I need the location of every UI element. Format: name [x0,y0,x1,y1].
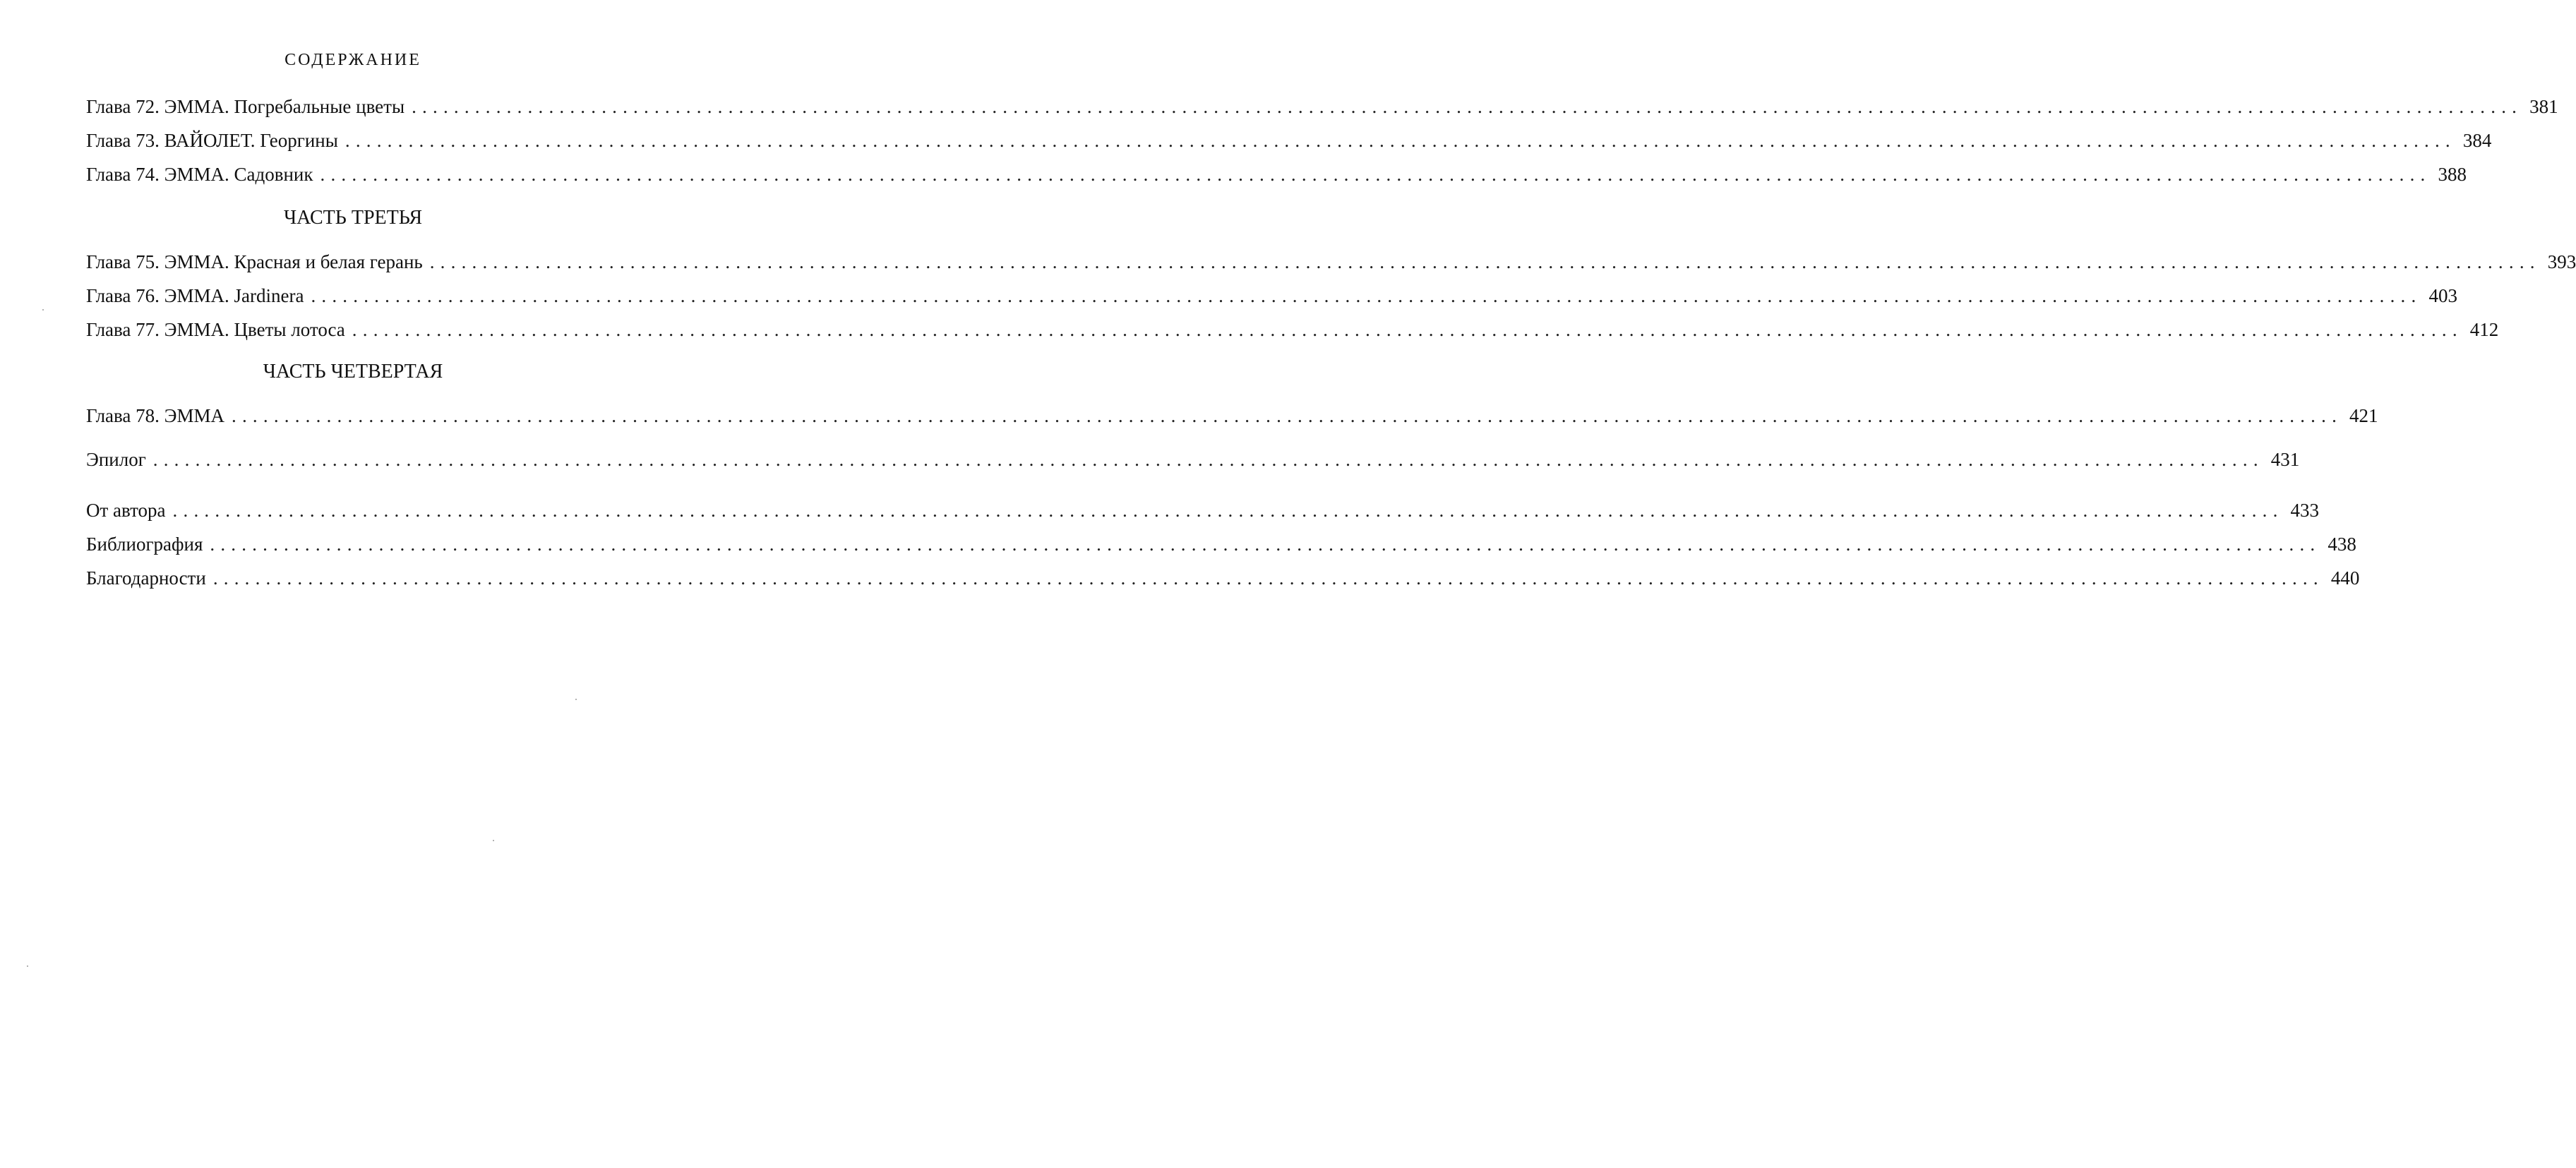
toc-entry-page: 433 [2284,498,2320,522]
leader-dots: ........................................................................................................................................................................................................ [412,96,2523,117]
toc-entry-title: Глава 77. ЭММА. Цветы лотоса [86,318,352,342]
toc-entry[interactable] [86,522,2356,556]
toc-entry-page: 421 [2342,404,2378,428]
leader-dots: ........................................................................................................................................................................................................ [311,285,2422,306]
toc-entry-title: Глава 73. ВАЙОЛЕТ. Георгины [86,128,345,152]
leader-dots: ........................................................................................................................................................................................................ [212,567,2324,589]
toc-group [86,240,2576,342]
toc-group [86,394,2378,428]
part-heading: ЧАСТЬ ТРЕТЬЯ [283,207,423,229]
toc-entry-page: 403 [2421,284,2457,308]
toc-group [86,85,2558,186]
toc-entry-title: Глава 78. ЭММА [86,404,232,428]
toc-entry-title: Глава 74. ЭММА. Садовник [86,162,320,186]
toc-entry-page: 412 [2463,318,2499,342]
scan-speck [27,965,28,967]
toc-group [86,488,2360,590]
toc-entry-page: 388 [2431,162,2467,186]
leader-dots: ........................................................................................................................................................................................................ [232,405,2343,426]
part-heading: ЧАСТЬ ЧЕТВЕРТАЯ [263,361,443,383]
toc-entry-page: 431 [2264,447,2300,471]
toc-entry[interactable] [86,85,2558,119]
toc-entry[interactable] [86,308,2499,342]
toc-entry[interactable] [86,119,2492,152]
toc-group [86,438,2300,471]
toc-entry[interactable] [86,394,2378,428]
toc-entry[interactable] [86,152,2467,186]
leader-dots: ........................................................................................................................................................................................................ [345,130,2456,151]
toc-entry[interactable] [86,556,2360,590]
scan-speck [575,699,577,700]
toc-entry-title: Глава 72. ЭММА. Погребальные цветы [86,95,412,119]
toc-entry-title: Библиография [86,532,210,556]
toc-entry[interactable] [86,240,2576,274]
toc-entry-page: 438 [2320,532,2356,556]
leader-dots: ........................................................................................................................................................................................................ [352,319,2463,340]
scan-speck [42,309,44,311]
leader-dots: ........................................................................................................................................................................................................ [172,500,2284,521]
toc-entry-title: Глава 76. ЭММА. Jardinera [86,284,311,308]
toc-entry[interactable] [86,274,2457,308]
toc-entry-page: 393 [2541,250,2576,274]
toc-entry[interactable] [86,438,2300,471]
toc-entry-page: 384 [2456,128,2492,152]
running-head: СОДЕРЖАНИЕ [284,51,421,69]
toc-entry-page: 440 [2324,566,2360,590]
toc-entry-title: От автора [86,498,173,522]
toc-entry-title: Эпилог [86,447,153,471]
toc-entry[interactable] [86,488,2320,522]
toc-entry-page: 381 [2522,95,2558,119]
scan-speck [493,840,494,841]
leader-dots: ........................................................................................................................................................................................................ [429,251,2541,272]
toc-entry-title: Глава 75. ЭММА. Красная и белая герань [86,250,430,274]
leader-dots: ........................................................................................................................................................................................................ [152,449,2264,470]
leader-dots: ........................................................................................................................................................................................................ [320,164,2431,185]
toc-entry-title: Благодарности [86,566,213,590]
leader-dots: ........................................................................................................................................................................................................ [210,534,2321,555]
